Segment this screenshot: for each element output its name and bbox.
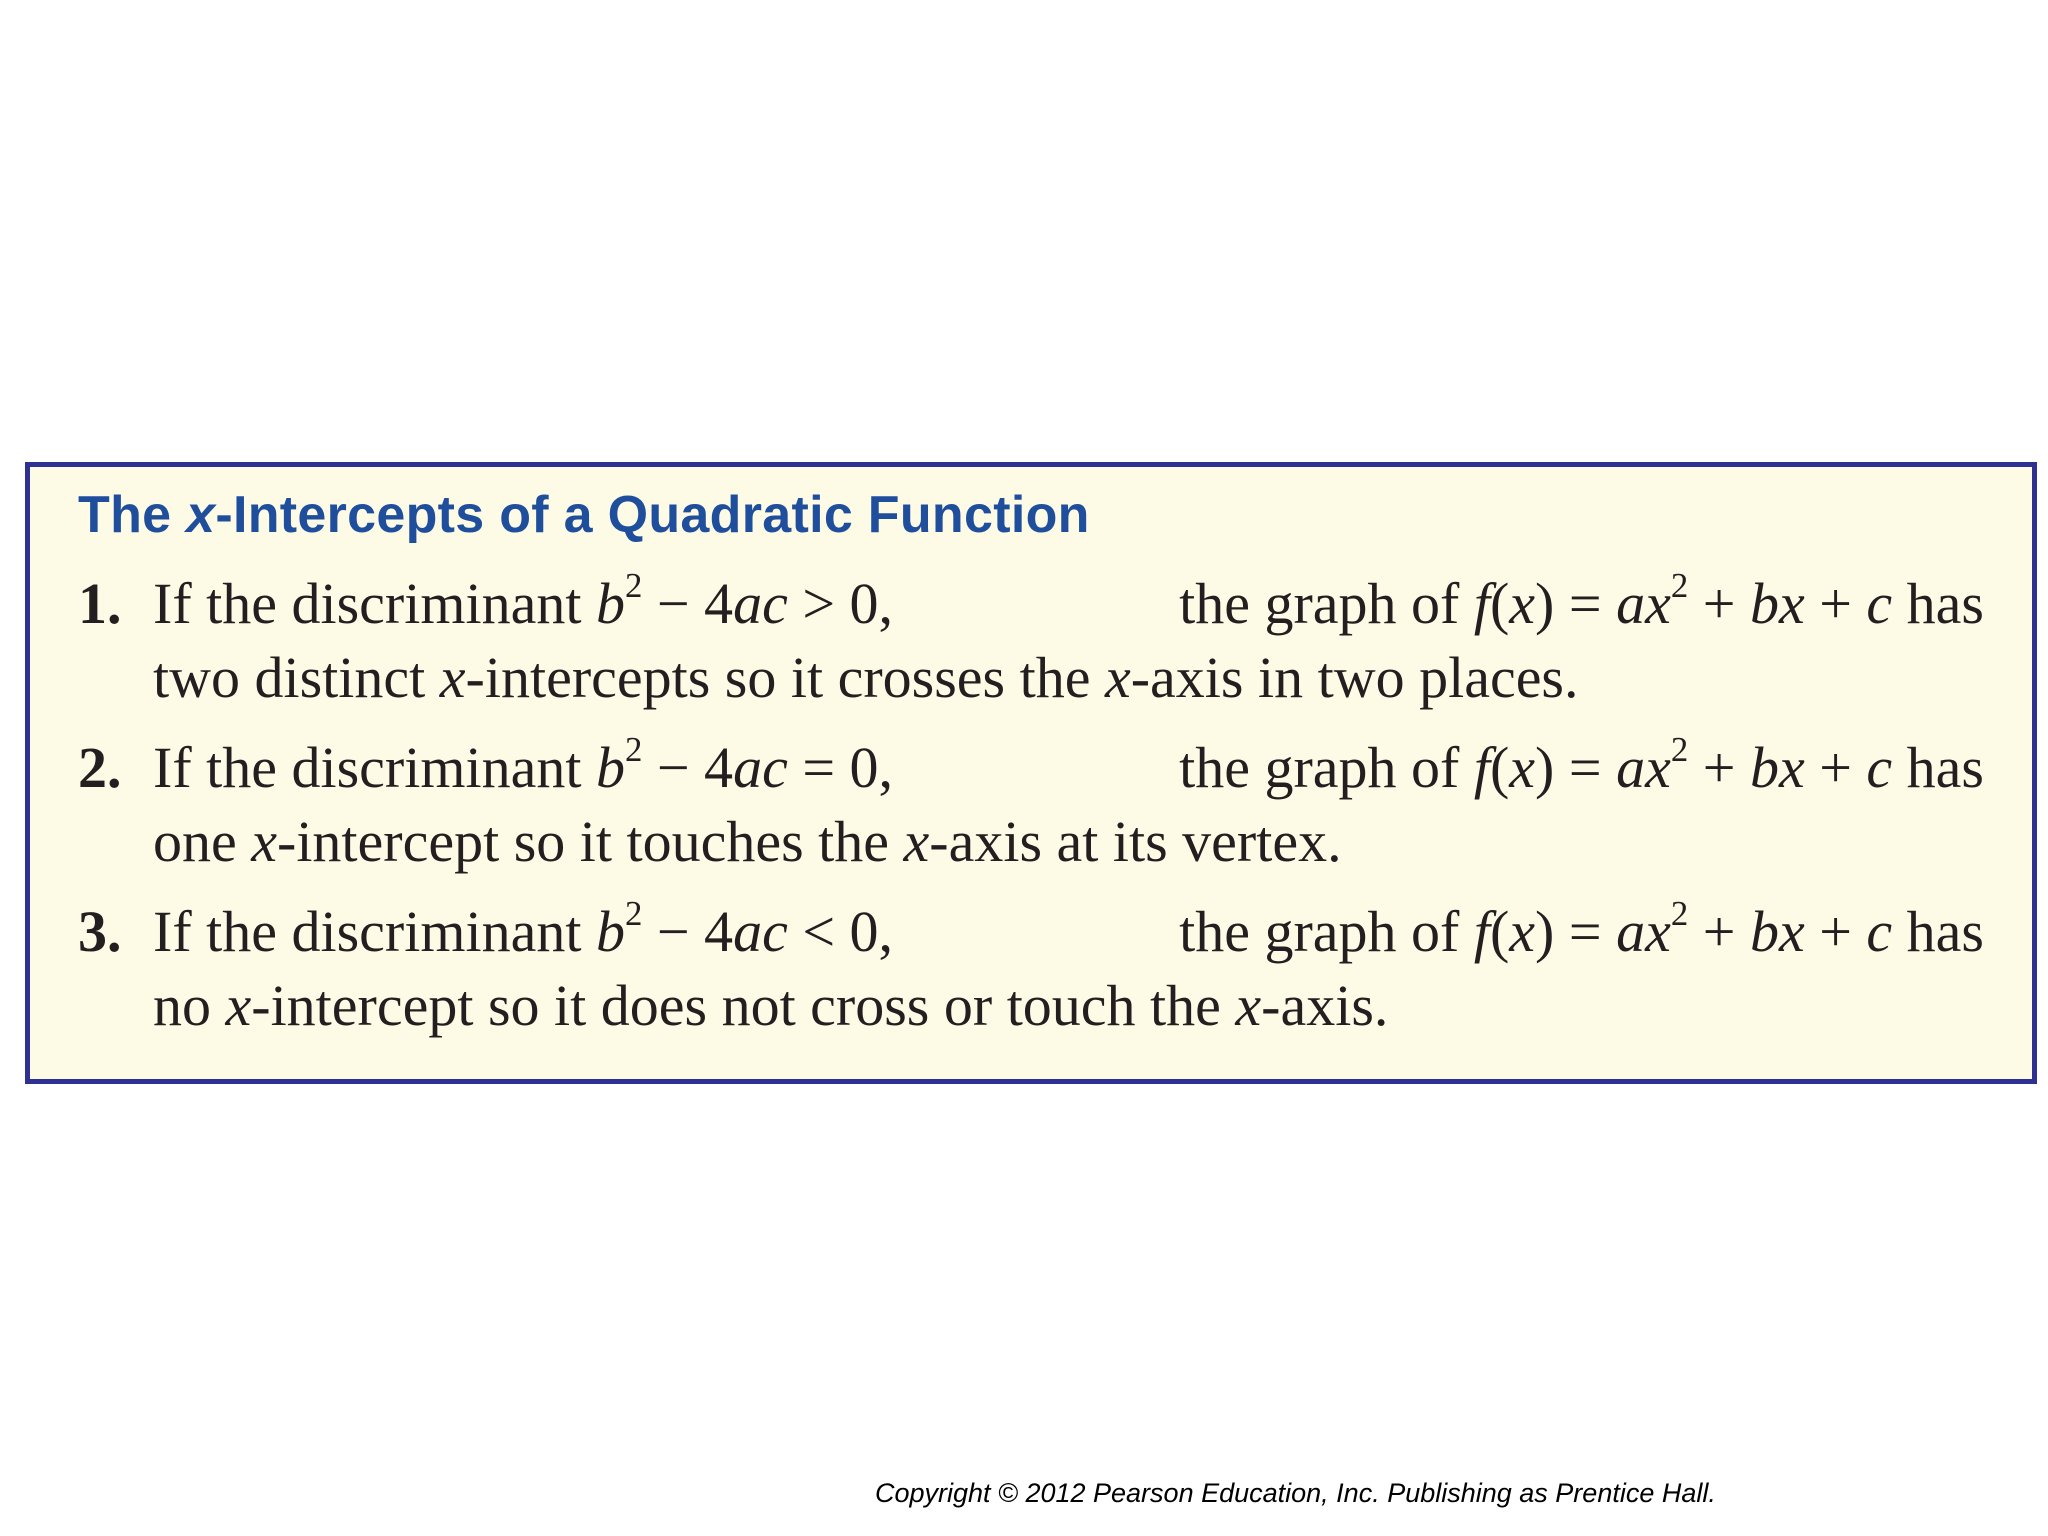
item-line bbox=[153, 567, 1984, 641]
item-number: 2. bbox=[78, 735, 122, 800]
box-title bbox=[78, 485, 1984, 545]
item-line bbox=[153, 895, 1984, 969]
result-text: two distinct x-intercepts so it crosses the x-axis in two places. bbox=[153, 645, 1579, 710]
title-variable: x bbox=[186, 486, 216, 544]
graph-text: the graph of $f(x) = ax^2$ + bx + c has bbox=[1179, 893, 1984, 964]
definition-box bbox=[25, 462, 2037, 1084]
graph-text: the graph of $f(x) = ax^2$ + bx + c has bbox=[1179, 729, 1984, 800]
title-part: -Intercepts of a Quadratic Function bbox=[215, 486, 1090, 544]
condition-text: If the discriminant $b^2 - 4ac = 0$, bbox=[153, 729, 894, 800]
condition-text: If the discriminant $b^2 - 4ac > 0$, bbox=[153, 565, 894, 636]
item-text bbox=[153, 895, 1984, 1043]
list-item bbox=[78, 567, 1984, 715]
title-part: The bbox=[78, 486, 187, 544]
result-text: one x-intercept so it touches the x-axis at its vertex. bbox=[153, 809, 1342, 874]
graph-text: the graph of $f(x) = ax^2$ + bx + c has bbox=[1179, 565, 1984, 636]
item-line bbox=[153, 731, 1984, 805]
item-text bbox=[153, 567, 1984, 715]
list-item bbox=[78, 895, 1984, 1043]
list-item bbox=[78, 731, 1984, 879]
condition-text: If the discriminant $b^2 - 4ac < 0$, bbox=[153, 893, 894, 964]
item-number: 1. bbox=[78, 571, 122, 636]
item-number: 3. bbox=[78, 899, 122, 964]
discriminant-cases-list bbox=[78, 567, 1984, 1043]
result-text: no x-intercept so it does not cross or touch the x-axis. bbox=[153, 973, 1389, 1038]
copyright-notice: Copyright © 2012 Pearson Education, Inc. Publishing as Prentice Hall. bbox=[875, 1478, 1716, 1508]
item-text bbox=[153, 731, 1984, 879]
